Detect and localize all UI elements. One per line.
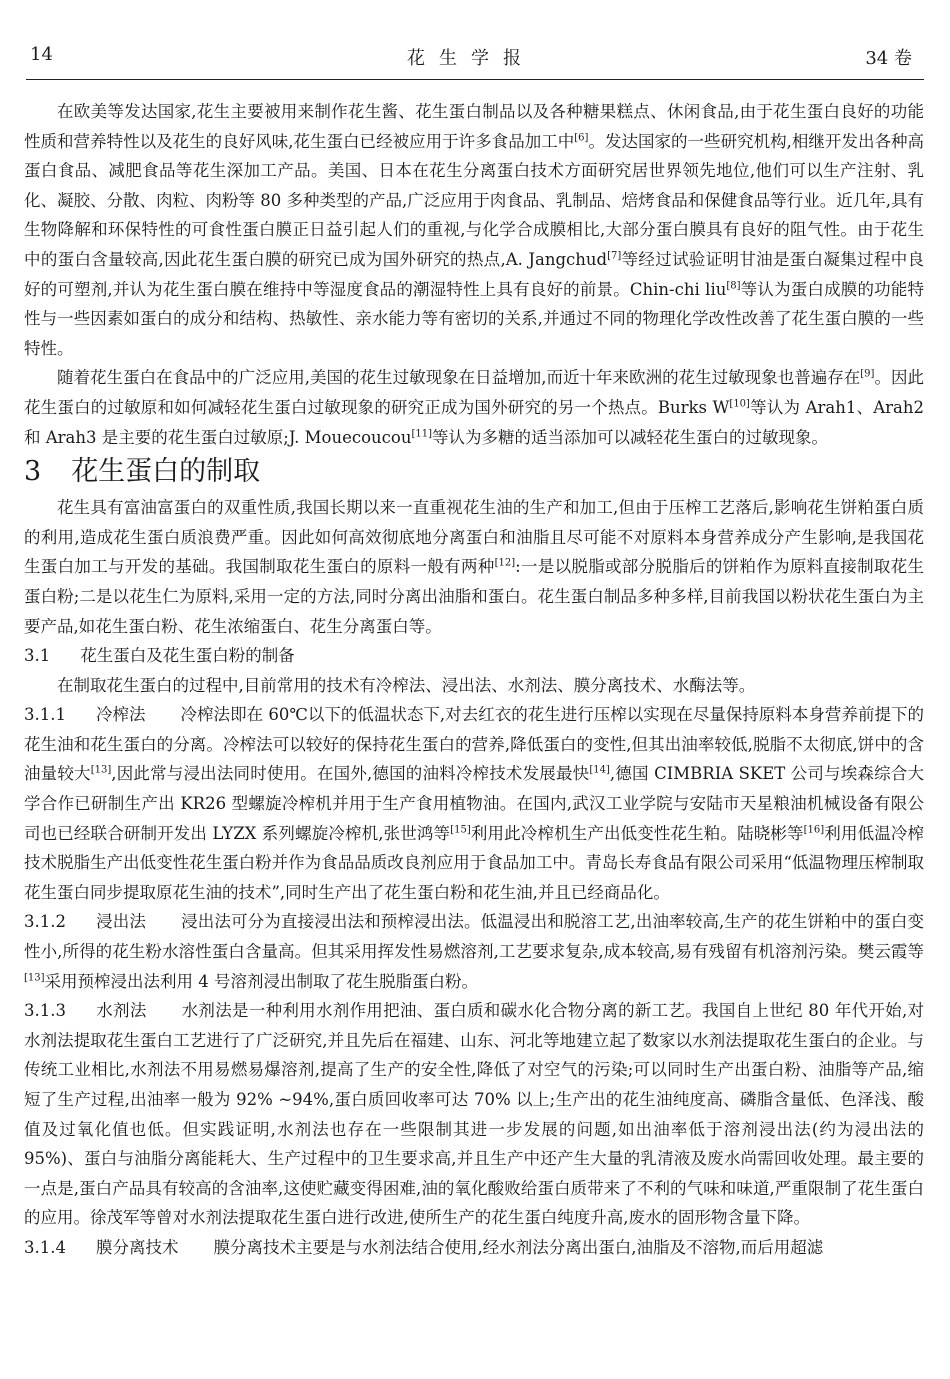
paragraph: 花生具有富油富蛋白的双重性质,我国长期以来一直重视花生油的生产和加工,但由于压榨工艺落后,影响花生饼粕蛋白质的利用,造成花生蛋白质浪费严重。因此如何高效彻底地分离蛋白和油脂且尽可能不对原料本身营养成分产生影响,是我国花生蛋白加工与开发的基础。我国制取花生蛋白的原料一般有两种[12]:一是以脱脂或部分脱脂后的饼粕作为原料直接制取花生蛋白粉;二是以花生仁为原料,采用一定的方法,同时分离出油脂和蛋白。花生蛋白制品多种多样,目前我国以粉状花生蛋白为主要产品,如花生蛋白粉、花生浓缩蛋白、花生分离蛋白等。	[24, 498, 925, 636]
page-number: 14	[30, 44, 53, 65]
paragraph: 3.1.1 冷榨法 冷榨法即在 60℃以下的低温状态下,对去红衣的花生进行压榨以实现在尽量保持原料本身营养前提下的花生油和花生蛋白的分离。冷榨法可以较好的保持花生蛋白的营养,降低蛋白的变性,但其出油率较低,脱脂不太彻底,饼中的含油量较大[13],因此常与浸出法同时使用。在国外,德国的油料冷榨技术发展最快[14],德国 CIMBRIA SKET 公司与埃森综合大学合作已研制生产出 KR26 型螺旋冷榨机并用于生产食用植物油。在国内,武汉工业学院与安陆市天星粮油机械设备有限公司也已经联合研制开发出 LYZX 系列螺旋冷榨机,张世鸿等[15]利用此冷榨机生产出低变性花生粕。陆晓彬等[16]利用低温冷榨技术脱脂生产出低变性花生蛋白粉并作为食品品质改良剂应用于食品加工中。青岛长寿食品有限公司采用“低温物理压榨制取花生蛋白同步提取原花生油的技术”,同时生产出了花生蛋白粉和花生油,并且已经商品化。	[24, 705, 925, 902]
subsection-title: 花生蛋白及花生蛋白粉的制备	[80, 646, 295, 666]
paragraph: 随着花生蛋白在食品中的广泛应用,美国的花生过敏现象在日益增加,而近十年来欧洲的花生过敏现象也普遍存在[9]。因此花生蛋白的过敏原和如何减轻花生蛋白过敏现象的研究正成为国外研究的另一个热点。Burks W[10]等认为 Arah1、Arah2 和 Arah3 是主要的花生蛋白过敏原;J. Mouecoucou[11]等认为多糖的适当添加可以减轻花生蛋白的过敏现象。	[24, 368, 925, 447]
journal-title: 花生学报	[407, 48, 535, 69]
paragraph: 在欧美等发达国家,花生主要被用来制作花生酱、花生蛋白制品以及各种糖果糕点、休闲食品,由于花生蛋白良好的功能性质和营养特性以及花生的良好风味,花生蛋白已经被应用于许多食品加工中[6]。发达国家的一些研究机构,相继开发出各种高蛋白食品、减肥食品等花生深加工产品。美国、日本在花生分离蛋白技术方面研究居世界领先地位,他们可以生产注射、乳化、凝胶、分散、肉粒、肉粉等 80 多种类型的产品,广泛应用于肉食品、乳制品、焙烤食品和保健食品等行业。近几年,具有生物降解和环保特性的可食性蛋白膜正日益引起人们的重视,与化学合成膜相比,大部分蛋白膜具有良好的阻气性。由于花生中的蛋白含量较高,因此花生蛋白膜的研究已成为国外研究的热点,A. Jangchud[7]等经过试验证明甘油是蛋白凝集过程中良好的可塑剂,并认为花生蛋白膜在维持中等湿度食品的潮湿特性上具有良好的前景。Chin-chi liu[8]等认为蛋白成膜的功能特性与一些因素如蛋白的成分和结构、热敏性、亲水能力等有密切的关系,并通过不同的物理化学改性改善了花生蛋白膜的一些特性。	[24, 102, 925, 358]
subsection-heading	[24, 641, 924, 671]
subsubsection-heading: 3.1.1 冷榨法	[24, 705, 146, 725]
paragraph: 3.1.3 水剂法 水剂法是一种利用水剂作用把油、蛋白质和碳水化合物分离的新工艺。我国自上世纪 80 年代开始,对水剂法提取花生蛋白工艺进行了广泛研究,并且先后在福建、山东、河北等地建立起了数家以水剂法提取花生蛋白的企业。与传统工业相比,水剂法不用易燃易爆溶剂,提高了生产的安全性,降低了对空气的污染;可以同时生产出蛋白粉、油脂等产品,缩短了生产过程,出油率一般为 92% ~94%,蛋白质回收率可达 70% 以上;生产出的花生油纯度高、磷脂含量低、色泽浅、酸值及过氧化值也低。但实践证明,水剂法也存在一些限制其进一步发展的问题,如出油率低于溶剂浸出法(约为浸出法的 95%)、蛋白与油脂分离能耗大、生产过程中的卫生要求高,并且生产中还产生大量的乳清液及废水尚需回收处理。最主要的一点是,蛋白产品具有较高的含油率,这使贮藏变得困难,油的氧化酸败给蛋白质带来了不利的气味和味道,严重限制了花生蛋白的应用。徐茂军等曾对水剂法提取花生蛋白进行改进,使所生产的花生蛋白纯度升高,废水的固形物含量下降。	[24, 1001, 925, 1228]
citation: [12]	[494, 557, 516, 569]
section-heading	[24, 454, 924, 490]
citation: [8]	[726, 280, 741, 292]
volume-label: 34 卷	[865, 48, 912, 69]
citation: [11]	[411, 428, 432, 440]
citation: [10]	[729, 398, 750, 410]
citation: [13]	[90, 764, 112, 776]
paragraph: 3.1.4 膜分离技术 膜分离技术主要是与水剂法结合使用,经水剂法分离出蛋白,油脂及不溶物,而后用超滤	[24, 1237, 824, 1257]
running-header	[30, 44, 912, 74]
subsubsection-heading: 3.1.3 水剂法	[24, 1001, 147, 1021]
section-title: 花生蛋白的制取	[71, 456, 261, 488]
citation: [14]	[589, 764, 610, 776]
citation: [6]	[574, 132, 589, 144]
citation: [13]	[24, 972, 45, 984]
subsubsection-heading: 3.1.2 浸出法	[24, 912, 147, 932]
header-rule	[26, 79, 924, 80]
citation: [7]	[607, 250, 622, 262]
citation: [9]	[860, 368, 875, 380]
section-number: 3	[24, 456, 42, 488]
paragraph: 在制取花生蛋白的过程中,目前常用的技术有冷榨法、浸出法、水剂法、膜分离技术、水酶法等。	[57, 675, 756, 695]
paragraph: 3.1.2 浸出法 浸出法可分为直接浸出法和预榨浸出法。低温浸出和脱溶工艺,出油率较高,生产的花生饼粕中的蛋白变性小,所得的花生粉水溶性蛋白含量高。但其采用挥发性易燃溶剂,工艺要求复杂,成本较高,易有残留有机溶剂污染。樊云霞等[13]采用预榨浸出法利用 4 号溶剂浸出制取了花生脱脂蛋白粉。	[24, 912, 924, 991]
subsection-number: 3.1	[24, 646, 51, 666]
subsubsection-heading: 3.1.4 膜分离技术	[24, 1237, 179, 1257]
citation: [16]	[803, 824, 825, 836]
citation: [15]	[450, 824, 471, 836]
article-body	[24, 97, 924, 1263]
